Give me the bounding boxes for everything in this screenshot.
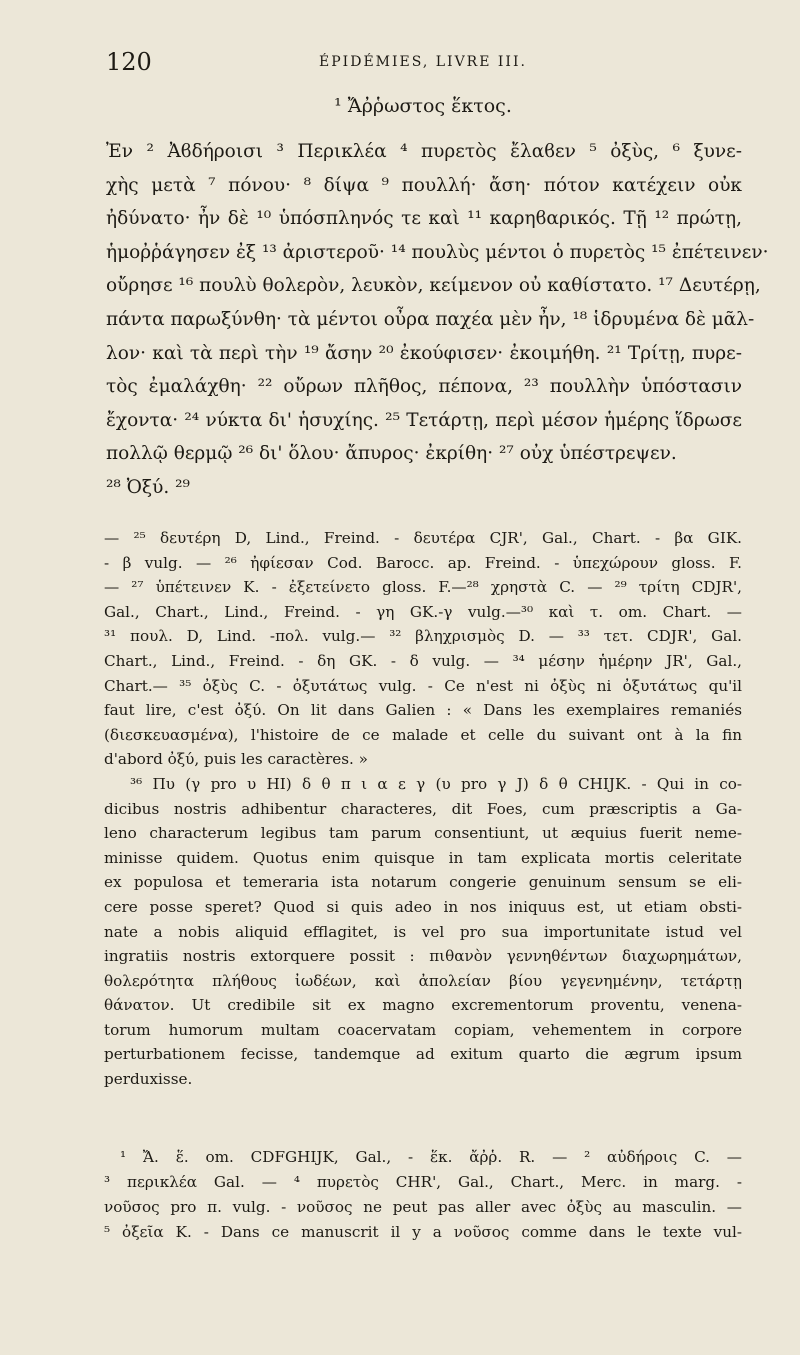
- footnote-line: ⁵ ὀξεῖα K. - Dans ce manuscrit il y a νοῦσος comme dans le texte vul-: [104, 1223, 742, 1241]
- note-line: nate a nobis aliquid efflagitet, is vel pro sua importunitate istud vel: [104, 922, 742, 941]
- text-line: ἠδύνατο· ἦν δὲ ¹⁰ ὑπόσπληνός τε καὶ ¹¹ καρηϐαρικός. Τῇ ¹² πρώτῃ,: [106, 208, 742, 230]
- footnote-line: ¹ Ἄ. ἕ. om. CDFGHIJK, Gal., - ἕκ. ἄῤῥ. R. — ² αὐδήροις C. —: [120, 1148, 742, 1166]
- footnote-line: ³ περικλέα Gal. — ⁴ πυρετὸς CHR', Gal., Chart., Merc. in marg. -: [104, 1173, 742, 1191]
- note-line: torum humorum multam coacervatam copiam, vehementem in corpore: [104, 1020, 742, 1039]
- footnote-line: νοῦσος pro π. vulg. - νοῦσος ne peut pas aller avec ὀξὺς au masculin. —: [104, 1198, 742, 1216]
- note-line: perduxisse.: [104, 1070, 193, 1089]
- text-line: πάντα παρωξύνθη· τὰ μέντοι οὖρα παχέα μὲν ἦν, ¹⁸ ἱδρυμένα δὲ μᾶλ-: [106, 308, 755, 330]
- critical-notes: [104, 526, 742, 1092]
- footnotes: [104, 1145, 742, 1245]
- text-line: ²⁸ Ὀξύ. ²⁹: [106, 476, 190, 498]
- note-line: faut lire, c'est ὀξύ. On lit dans Galien : « Dans les exemplaires remaniés: [104, 701, 742, 720]
- note-line: leno characterum legibus tam parum consentiunt, ut æquius fuerit neme-: [104, 824, 742, 843]
- note-line: ³⁶ Πυ (γ pro υ HI) δ θ π ι α ε γ (υ pro γ J) δ θ CHIJK. - Qui in co-: [130, 774, 742, 793]
- note-line: Chart.— ³⁵ ὀξὺς C. - ὀξυτάτως vulg. - Ce n'est ni ὀξὺς ni ὀξυτάτως qu'il: [104, 676, 742, 695]
- text-line: λον· καὶ τὰ περὶ τὴν ¹⁹ ἄσην ²⁰ ἐκούφισεν· ἐκοιμήθη. ²¹ Τρίτῃ, πυρε-: [106, 342, 742, 364]
- text-line: τὸς ἐμαλάχθη· ²² οὔρων πλῆθος, πέπονα, ²³ πουλλὴν ὑπόστασιν: [106, 376, 742, 398]
- note-line: - β vulg. — ²⁶ ἠφίεσαν Cod. Barocc. ap. Freind. - ὑπεχώρουν gloss. F.: [104, 553, 742, 572]
- note-line: d'abord ὀξύ, puis les caractères. »: [104, 750, 368, 769]
- note-line: ex populosa et temeraria ista notarum congerie genuinum sensum se eli-: [104, 873, 742, 892]
- text-line: ἔχοντα· ²⁴ νύκτα δι' ἡσυχίης. ²⁵ Τετάρτῃ, περὶ μέσον ἡμέρης ἵδρωσε: [106, 409, 742, 431]
- note-line: — ²⁵ δευτέρη D, Lind., Freind. - δευτέρα CJR', Gal., Chart. - βα GIK.: [104, 529, 742, 547]
- note-line: (διεσκευασμένα), l'histoire de ce malade et celle du suivant ont à la fin: [104, 725, 742, 744]
- note-line: ingratiis nostris extorquere possit : πιθανὸν γεννηθέντων διαχωρημάτων,: [104, 947, 742, 966]
- note-line: θολερότητα πλήθους ἰωδέων, καὶ ἀπολείαν βίου γεγενημένην, τετάρτῃ: [104, 971, 742, 990]
- page-header: [106, 48, 740, 88]
- greek-main-text: [106, 135, 769, 505]
- note-line: θάνατον. Ut credibile sit ex magno excrementorum proventu, venena-: [104, 996, 742, 1015]
- text-line: πολλῷ θερμῷ ²⁶ δι' ὅλου· ἄπυρος· ἐκρίθη· ²⁷ οὐχ ὑπέστρεψεν.: [106, 443, 677, 465]
- page-number: 120: [106, 48, 152, 76]
- section-title: ¹ Ἄῤῥωστος ἕκτος.: [334, 95, 512, 117]
- text-line: Ἐν ² Ἀϐδήροισι ³ Περικλέα ⁴ πυρετὸς ἔλαϐεν ⁵ ὀξὺς, ⁶ ξυνε-: [106, 141, 742, 162]
- note-line: ³¹ πουλ. D, Lind. -πολ. vulg.— ³² βληχρισμὸς D. — ³³ τετ. CDJR', Gal.: [104, 627, 742, 646]
- note-line: cere posse speret? Quod si quis adeo in nos iniquus est, ut etiam obsti-: [104, 897, 742, 916]
- note-line: Gal., Chart., Lind., Freind. - γη GK.-γ vulg.—³⁰ καὶ τ. om. Chart. —: [104, 602, 742, 621]
- note-line: minisse quidem. Quotus enim quisque in tam explicata mortis celeritate: [104, 848, 742, 867]
- note-line: Chart., Lind., Freind. - δη GK. - δ vulg. — ³⁴ μέσην ἡμέρην JR', Gal.,: [104, 651, 742, 670]
- text-line: ἡμοῤῥάγησεν ἐξ ¹³ ἀριστεροῦ· ¹⁴ πουλὺς μέντοι ὁ πυρετὸς ¹⁵ ἐπέτεινεν·: [106, 241, 769, 263]
- running-head: ÉPIDÉMIES, LIVRE III.: [319, 54, 527, 70]
- text-line: χὴς μετὰ ⁷ πόνου· ⁸ δίψα ⁹ πουλλή· ἄση· πότον κατέχειν οὐκ: [106, 174, 742, 196]
- note-line: dicibus nostris adhibentur characteres, dit Foes, cum præscriptis a Ga-: [104, 799, 742, 818]
- note-line: — ²⁷ ὑπέτεινεν K. - ἐξετείνετο gloss. F.—²⁸ χρηστὰ C. — ²⁹ τρίτη CDJR',: [104, 578, 742, 597]
- text-line: οὔρησε ¹⁶ πουλὺ θολερὸν, λευκὸν, κείμενον οὐ καθίστατο. ¹⁷ Δευτέρῃ,: [106, 275, 761, 297]
- note-line: perturbationem fecisse, tandemque ad exitum quarto die ægrum ipsum: [104, 1045, 742, 1064]
